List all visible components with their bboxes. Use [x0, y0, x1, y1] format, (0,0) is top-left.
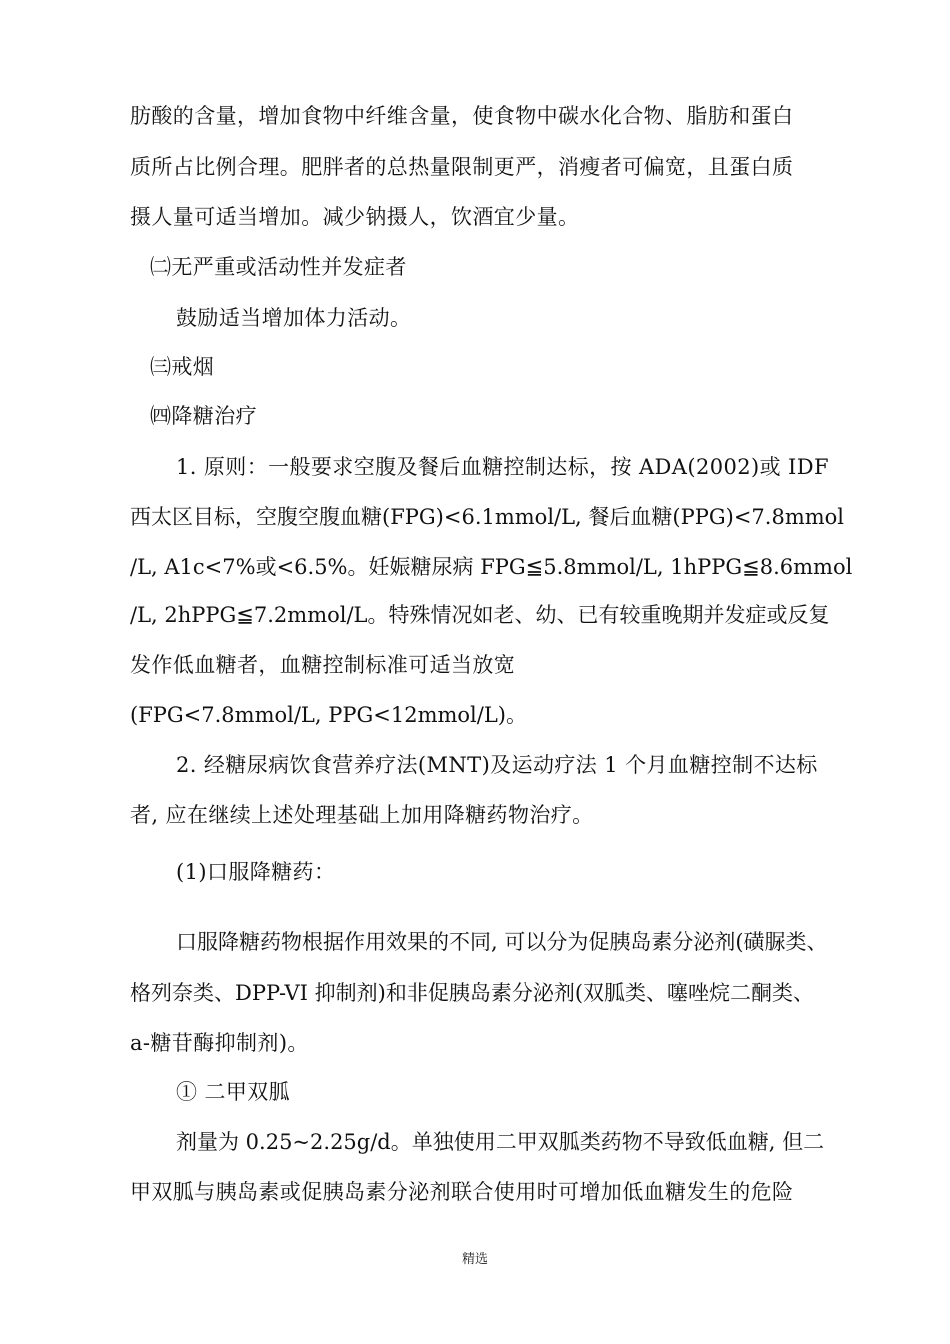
text-line: 甲双胍与胰岛素或促胰岛素分泌剂联合使用时可增加低血糖发生的危险 — [130, 1180, 794, 1204]
text-line: 剂量为 0.25~2.25g/d。单独使用二甲双胍类药物不导致低血糖, 但二 — [176, 1130, 825, 1154]
text-line: 鼓励适当增加体力活动。 — [176, 306, 412, 330]
text-line: 1. 原则：一般要求空腹及餐后血糖控制达标，按 ADA(2002)或 IDF — [176, 455, 829, 479]
text-line: a-糖苷酶抑制剂)。 — [130, 1031, 309, 1055]
text-line: (FPG<7.8mmol/L, PPG<12mmol/L)。 — [130, 703, 527, 727]
section-heading: ㈢戒烟 — [150, 355, 215, 379]
section-heading: ㈡无严重或活动性并发症者 — [150, 255, 407, 279]
text-line: 发作低血糖者，血糖控制标准可适当放宽 — [130, 653, 516, 677]
subsection-heading: ① 二甲双胍 — [176, 1080, 291, 1104]
text-line: 摄人量可适当增加。减少钠摄人，饮酒宜少量。 — [130, 205, 580, 229]
page-footer: 精选 — [461, 1252, 488, 1267]
text-line: 格列奈类、DPP-VI 抑制剂)和非促胰岛素分泌剂(双胍类、噻唑烷二酮类、 — [130, 981, 815, 1005]
text-line: 2. 经糖尿病饮食营养疗法(MNT)及运动疗法 1 个月血糖控制不达标 — [176, 753, 818, 777]
subsection-heading: (1)口服降糖药： — [176, 860, 336, 884]
text-line: 质所占比例合理。肥胖者的总热量限制更严，消瘦者可偏宽，且蛋白质 — [130, 155, 794, 179]
text-line: /L, 2hPPG≦7.2mmol/L。特殊情况如老、幼、已有较重晚期并发症或反复 — [130, 603, 830, 627]
text-line: /L, A1c<7%或<6.5%。妊娠糖尿病 FPG≦5.8mmol/L, 1hPPG≦8.6mmol — [130, 555, 853, 579]
section-heading: ㈣降糖治疗 — [150, 404, 257, 428]
text-line: 者, 应在继续上述处理基础上加用降糖药物治疗。 — [130, 803, 594, 827]
text-line: 肪酸的含量，增加食物中纤维含量，使食物中碳水化合物、脂肪和蛋白 — [130, 104, 794, 128]
text-line: 西太区目标，空腹空腹血糖(FPG)<6.1mmol/L, 餐后血糖(PPG)<7.8mmol — [130, 505, 845, 529]
text-line: 口服降糖药物根据作用效果的不同, 可以分为促胰岛素分泌剂(磺脲类、 — [176, 930, 828, 954]
